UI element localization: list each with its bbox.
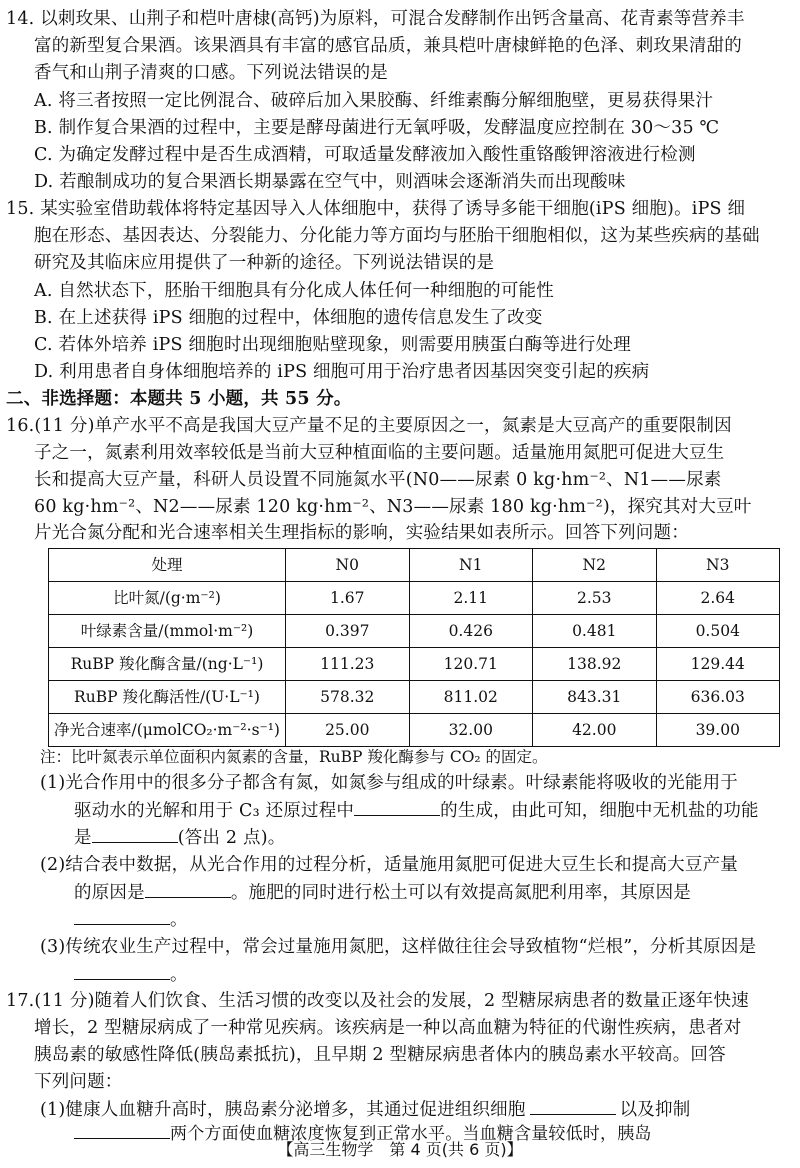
- q15-option-d: D. 利用患者自身体细胞培养的 iPS 细胞可用于治疗患者因基因突变引起的疾病: [34, 362, 650, 382]
- table-header-row: [49, 549, 780, 582]
- q16-stem-line-2: 子之一，氮素利用效率较低是当前大豆种植面临的主要问题。适量施用氮肥可促进大豆生: [34, 443, 725, 463]
- table-header-cell: N0: [286, 549, 410, 582]
- q17-sub1-text-c: 两个方面使血糖浓度恢复到正常水平。当血糖含量较低时，胰岛: [170, 1124, 652, 1144]
- table-cell: 1.67: [286, 582, 410, 615]
- table-cell: 0.481: [533, 615, 657, 648]
- q16-sub1-line-2: [74, 797, 759, 825]
- q14-option-d: D. 若酿制成功的复合果酒长期暴露在空气中，则酒味会逐渐消失而出现酸味: [34, 172, 626, 192]
- q16-sub3-text-a: 。: [170, 965, 188, 985]
- table-header-cell: N3: [656, 549, 780, 582]
- table-cell: 0.504: [656, 615, 780, 648]
- table-header-cell: N2: [533, 549, 657, 582]
- q16-stem-line-1: 16.(11 分)单产水平不高是我国大豆产量不足的主要原因之一，氮素是大豆高产的重要限制因: [6, 416, 732, 436]
- table-row: [49, 615, 780, 648]
- q14-stem-line-1: 14. 以刺玫果、山荆子和桤叶唐棣(高钙)为原料，可混合发酵制作出钙含量高、花青素等营养丰: [6, 9, 745, 29]
- q17-sub1-text-a: (1)健康人血糖升高时，胰岛素分泌增多，其通过促进组织细胞: [40, 1100, 526, 1120]
- table-cell: 0.426: [409, 615, 533, 648]
- table-header-cell: N1: [409, 549, 533, 582]
- table-cell: 32.00: [409, 714, 533, 747]
- table-row: [49, 714, 780, 747]
- table-row: [49, 648, 780, 681]
- table-cell: 42.00: [533, 714, 657, 747]
- table-cell: 111.23: [286, 648, 410, 681]
- table-cell: 39.00: [656, 714, 780, 747]
- q16-sub1-text-c: 是: [74, 828, 92, 848]
- q17-stem-line-4: 下列问题：: [34, 1072, 123, 1092]
- table-cell: 636.03: [656, 681, 780, 714]
- q16-sub3-line-1: (3)传统农业生产过程中，常会过量施用氮肥，这样做往往会导致植物“烂根”，分析其原因是: [40, 937, 757, 957]
- q14-option-c: C. 为确定发酵过程中是否生成酒精，可取适量发酵液加入酸性重铬酸钾溶液进行检测: [34, 145, 696, 165]
- q16-sub2-text-c: 。: [170, 910, 188, 930]
- table-cell: 0.397: [286, 615, 410, 648]
- q16-stem-line-3: 长和提高大豆产量，科研人员设置不同施氮水平(N0——尿素 0 kg·hm⁻²、N1——尿素: [34, 470, 722, 490]
- table-cell: 129.44: [656, 648, 780, 681]
- q17-stem-line-3: 胰岛素的敏感性降低(胰岛素抵抗)，且早期 2 型糖尿病患者体内的胰岛素水平较高。回答: [34, 1045, 726, 1065]
- table-row-label: RuBP 羧化酶活性/(U·L⁻¹): [49, 681, 286, 714]
- table-row: [49, 681, 780, 714]
- table-cell: 811.02: [409, 681, 533, 714]
- q17-stem-line-2: 增长，2 型糖尿病成了一种常见疾病。该疾病是一种以高血糖为特征的代谢性疾病，患者对: [34, 1018, 742, 1038]
- q16-sub2-line-2: [74, 879, 691, 907]
- table-row-label: RuBP 羧化酶含量/(ng·L⁻¹): [49, 648, 286, 681]
- q16-stem-line-4: 60 kg·hm⁻²、N2——尿素 120 kg·hm⁻²、N3——尿素 180 kg·hm⁻²)，探究其对大豆叶: [34, 497, 752, 517]
- q16-sub1-line-3: [74, 824, 285, 852]
- results-table: [48, 548, 780, 747]
- q14-stem-line-3: 香气和山荆子清爽的口感。下列说法错误的是: [34, 63, 388, 83]
- answer-blank[interactable]: [92, 824, 178, 843]
- q16-sub2-text-a: 的原因是: [74, 883, 145, 903]
- page-footer: 【高三生物学 第 4 页(共 6 页)】: [277, 1140, 523, 1159]
- table-row-label: 净光合速率/(μmolCO₂·m⁻²·s⁻¹): [49, 714, 286, 747]
- section-heading: 二、非选择题：本题共 5 小题，共 55 分。: [6, 389, 352, 409]
- table-note: 注：比叶氮表示单位面积内氮素的含量，RuBP 羧化酶参与 CO₂ 的固定。: [40, 748, 548, 766]
- table-cell: 2.11: [409, 582, 533, 615]
- table-cell: 138.92: [533, 648, 657, 681]
- answer-blank[interactable]: [530, 1096, 616, 1115]
- table-cell: 2.64: [656, 582, 780, 615]
- table-cell: 25.00: [286, 714, 410, 747]
- table-cell: 120.71: [409, 648, 533, 681]
- q16-sub1-text-a: 驱动水的光解和用于 C₃ 还原过程中: [74, 801, 355, 821]
- q15-stem-line-2: 胞在形态、基因表达、分裂能力、分化能力等方面均与胚胎干细胞相似，这为某些疾病的基础: [34, 226, 760, 246]
- q16-sub2-line-1: (2)结合表中数据，从光合作用的过程分析，适量施用氮肥可促进大豆生长和提高大豆产量: [40, 855, 738, 875]
- answer-blank[interactable]: [74, 961, 170, 980]
- q16-sub1-text-b: 的生成，由此可知，细胞中无机盐的功能: [440, 801, 759, 821]
- table-row-label: 比叶氮/(g·m⁻²): [49, 582, 286, 615]
- q15-stem-line-1: 15. 某实验室借助载体将特定基因导入人体细胞中，获得了诱导多能干细胞(iPS 细胞)。iPS 细: [6, 199, 746, 219]
- table-header-cell: 处理: [49, 549, 286, 582]
- q16-sub1-text-d: (答出 2 点)。: [177, 828, 286, 848]
- q16-sub1-line-1: (1)光合作用中的很多分子都含有氮，如氮参与组成的叶绿素。叶绿素能将吸收的光能用于: [40, 773, 738, 793]
- q15-option-b: B. 在上述获得 iPS 细胞的过程中，体细胞的遗传信息发生了改变: [34, 308, 543, 328]
- q14-stem-line-2: 富的新型复合果酒。该果酒具有丰富的感官品质，兼具桤叶唐棣鲜艳的色泽、刺玫果清甜的: [34, 36, 742, 56]
- q16-sub3-line-2: [74, 961, 188, 989]
- answer-blank[interactable]: [74, 906, 170, 925]
- q14-option-a: A. 将三者按照一定比例混合、破碎后加入果胶酶、纤维素酶分解细胞壁，更易获得果汁: [34, 91, 714, 111]
- q15-option-a: A. 自然状态下，胚胎干细胞具有分化成人体任何一种细胞的可能性: [34, 281, 554, 301]
- q17-stem-line-1: 17.(11 分)随着人们饮食、生活习惯的改变以及社会的发展，2 型糖尿病患者的数量正逐年快速: [6, 991, 749, 1011]
- q14-option-b: B. 制作复合果酒的过程中，主要是酵母菌进行无氧呼吸，发酵温度应控制在 30～35 ℃: [34, 118, 720, 138]
- q15-stem-line-3: 研究及其临床应用提供了一种新的途径。下列说法错误的是: [34, 253, 495, 273]
- answer-blank[interactable]: [354, 797, 440, 816]
- q16-sub2-line-3: [74, 906, 188, 934]
- table-cell: 578.32: [286, 681, 410, 714]
- answer-blank[interactable]: [145, 879, 231, 898]
- table-row: [49, 582, 780, 615]
- table-cell: 2.53: [533, 582, 657, 615]
- table-cell: 843.31: [533, 681, 657, 714]
- q15-option-c: C. 若体外培养 iPS 细胞时出现细胞贴壁现象，则需要用胰蛋白酶等进行处理: [34, 335, 631, 355]
- q17-sub1-text-b: 以及抑制: [619, 1100, 691, 1120]
- q16-sub2-text-b: 。施肥的同时进行松土可以有效提高氮肥利用率，其原因是: [230, 883, 692, 903]
- q16-stem-line-5: 片光合氮分配和光合速率相关生理指标的影响，实验结果如表所示。回答下列问题：: [34, 523, 689, 543]
- table-row-label: 叶绿素含量/(mmol·m⁻²): [49, 615, 286, 648]
